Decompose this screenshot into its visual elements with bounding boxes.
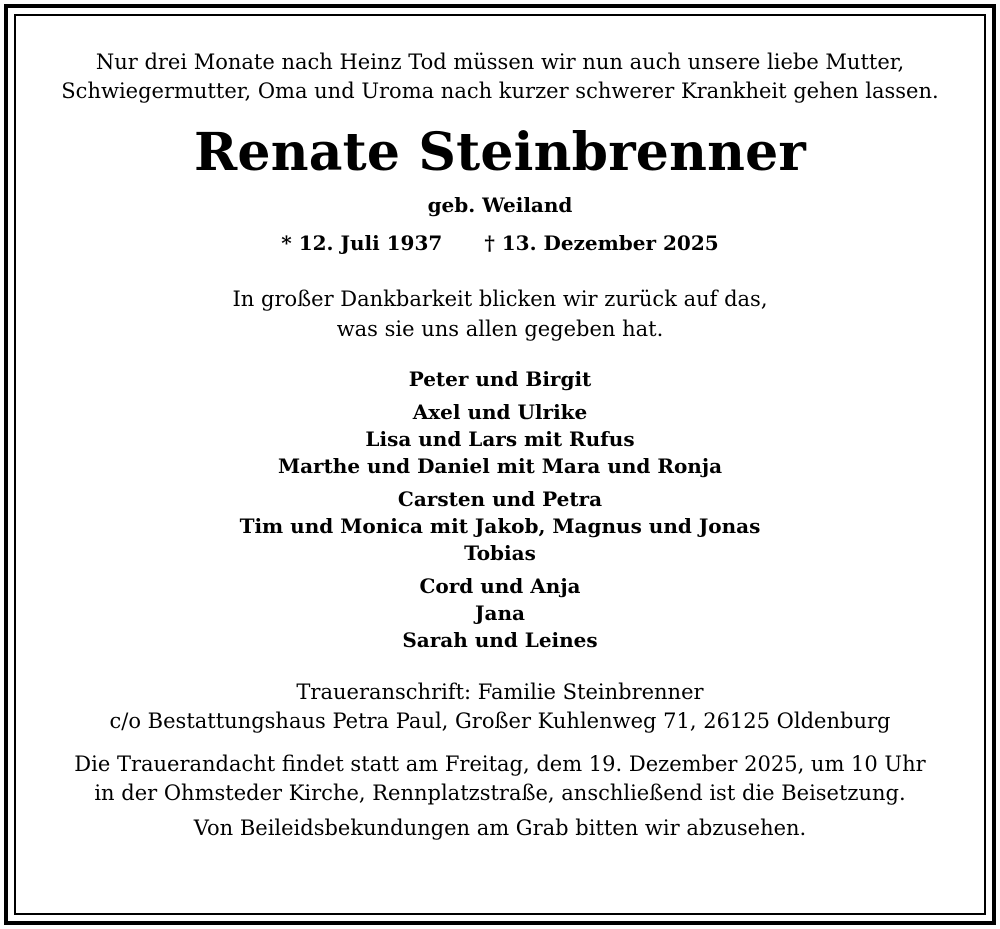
service-info <box>20 750 980 808</box>
family-member: Sarah und Leines <box>402 628 598 652</box>
address-line: Traueranschrift: Familie Steinbrenner <box>296 680 704 704</box>
maiden-name: geb. Weiland <box>427 193 573 217</box>
family-member: Jana <box>475 601 525 625</box>
thanks-text <box>20 284 980 344</box>
family-group <box>20 486 980 567</box>
thanks-line: was sie uns allen gegeben hat. <box>336 317 664 341</box>
family-member: Cord und Anja <box>419 574 581 598</box>
family-group <box>20 573 980 654</box>
family-member: Tobias <box>464 541 536 565</box>
family-group <box>20 366 980 393</box>
thanks-line: In großer Dankbarkeit blicken wir zurück auf das, <box>232 287 768 311</box>
family-member: Lisa und Lars mit Rufus <box>365 427 635 451</box>
death-date: † 13. Dezember 2025 <box>484 231 719 255</box>
mourners-list <box>20 366 980 654</box>
family-member: Tim und Monica mit Jakob, Magnus und Jonas <box>239 514 761 538</box>
intro-line: Nur drei Monate nach Heinz Tod müssen wir nun auch unsere liebe Mutter, <box>95 50 905 74</box>
mourning-address <box>20 678 980 736</box>
birth-date: * 12. Juli 1937 <box>281 231 443 255</box>
life-dates <box>20 230 980 256</box>
family-group <box>20 399 980 480</box>
intro-text <box>20 48 980 106</box>
obituary-notice <box>20 48 980 843</box>
condolence-note: Von Beileidsbekundungen am Grab bitten wir abzusehen. <box>193 816 807 840</box>
deceased-name: Renate Steinbrenner <box>194 122 806 183</box>
service-line: in der Ohmsteder Kirche, Rennplatzstraße, anschließend ist die Beisetzung. <box>94 781 906 805</box>
address-line: c/o Bestattungshaus Petra Paul, Großer Kuhlenweg 71, 26125 Oldenburg <box>109 709 891 733</box>
family-member: Carsten und Petra <box>397 487 603 511</box>
family-member: Peter und Birgit <box>408 367 592 391</box>
family-member: Axel und Ulrike <box>412 400 588 424</box>
family-member: Marthe und Daniel mit Mara und Ronja <box>277 454 723 478</box>
intro-line: Schwiegermutter, Oma und Uroma nach kurzer schwerer Krankheit gehen lassen. <box>61 79 939 103</box>
service-line: Die Trauerandacht findet statt am Freitag, dem 19. Dezember 2025, um 10 Uhr <box>74 752 926 776</box>
